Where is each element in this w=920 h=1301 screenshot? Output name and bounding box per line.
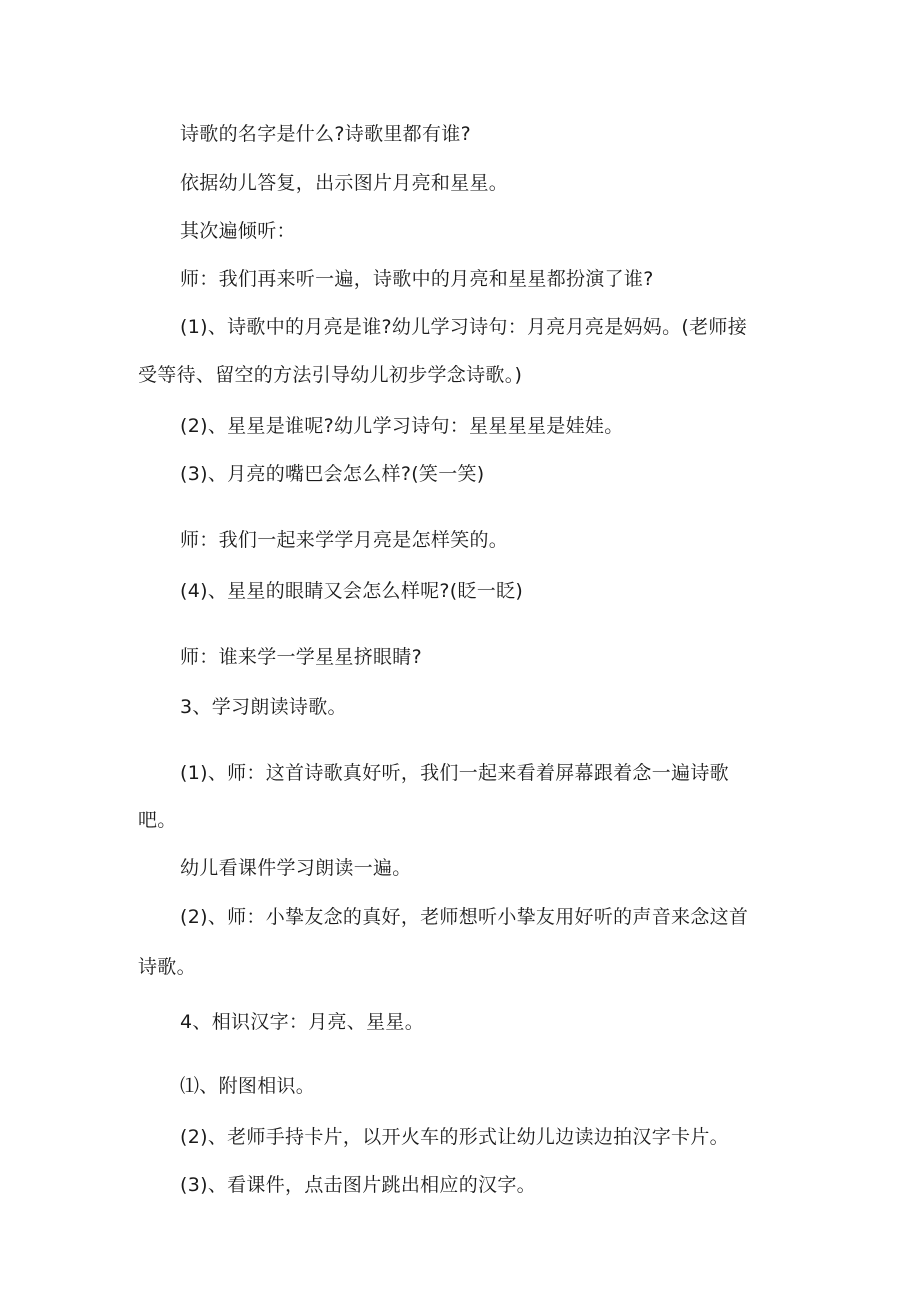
paragraph-line: 吧。 bbox=[138, 809, 177, 831]
paragraph-line: (3)、月亮的嘴巴会怎么样?(笑一笑) bbox=[180, 463, 485, 485]
paragraph-line: 依据幼儿答复，出示图片月亮和星星。 bbox=[180, 172, 509, 194]
paragraph-line: 师：我们一起来学学月亮是怎样笑的。 bbox=[180, 529, 509, 551]
paragraph-line: 3、学习朗读诗歌。 bbox=[180, 696, 347, 718]
paragraph-line: (1)、师：这首诗歌真好听，我们一起来看着屏幕跟着念一遍诗歌 bbox=[180, 762, 729, 784]
paragraph-line: (2)、老师手持卡片，以开火车的形式让幼儿边读边拍汉字卡片。 bbox=[180, 1126, 729, 1148]
paragraph-line: (4)、星星的眼睛又会怎么样呢?(眨一眨) bbox=[180, 580, 524, 602]
paragraph-line: (1)、诗歌中的月亮是谁?幼儿学习诗句：月亮月亮是妈妈。(老师接 bbox=[180, 316, 748, 338]
paragraph-line: 师：我们再来听一遍，诗歌中的月亮和星星都扮演了谁? bbox=[180, 268, 654, 290]
paragraph-line: (3)、看课件，点击图片跳出相应的汉字。 bbox=[180, 1174, 536, 1196]
paragraph-line: 其次遍倾听： bbox=[180, 220, 296, 242]
paragraph-line: 幼儿看课件学习朗读一遍。 bbox=[180, 857, 412, 879]
paragraph-line: (2)、星星是谁呢?幼儿学习诗句：星星星星是娃娃。 bbox=[180, 415, 624, 437]
paragraph-line: 诗歌的名字是什么?诗歌里都有谁? bbox=[180, 123, 471, 145]
paragraph-line: 师：谁来学一学星星挤眼睛? bbox=[180, 646, 422, 668]
paragraph-line: 4、相识汉字：月亮、星星。 bbox=[180, 1011, 424, 1033]
paragraph-line: ⑴、附图相识。 bbox=[180, 1075, 316, 1097]
paragraph-line: 诗歌。 bbox=[138, 956, 196, 978]
paragraph-line: 受等待、留空的方法引导幼儿初步学念诗歌。) bbox=[138, 364, 523, 386]
paragraph-line: (2)、师：小挚友念的真好，老师想听小挚友用好听的声音来念这首 bbox=[180, 906, 749, 928]
